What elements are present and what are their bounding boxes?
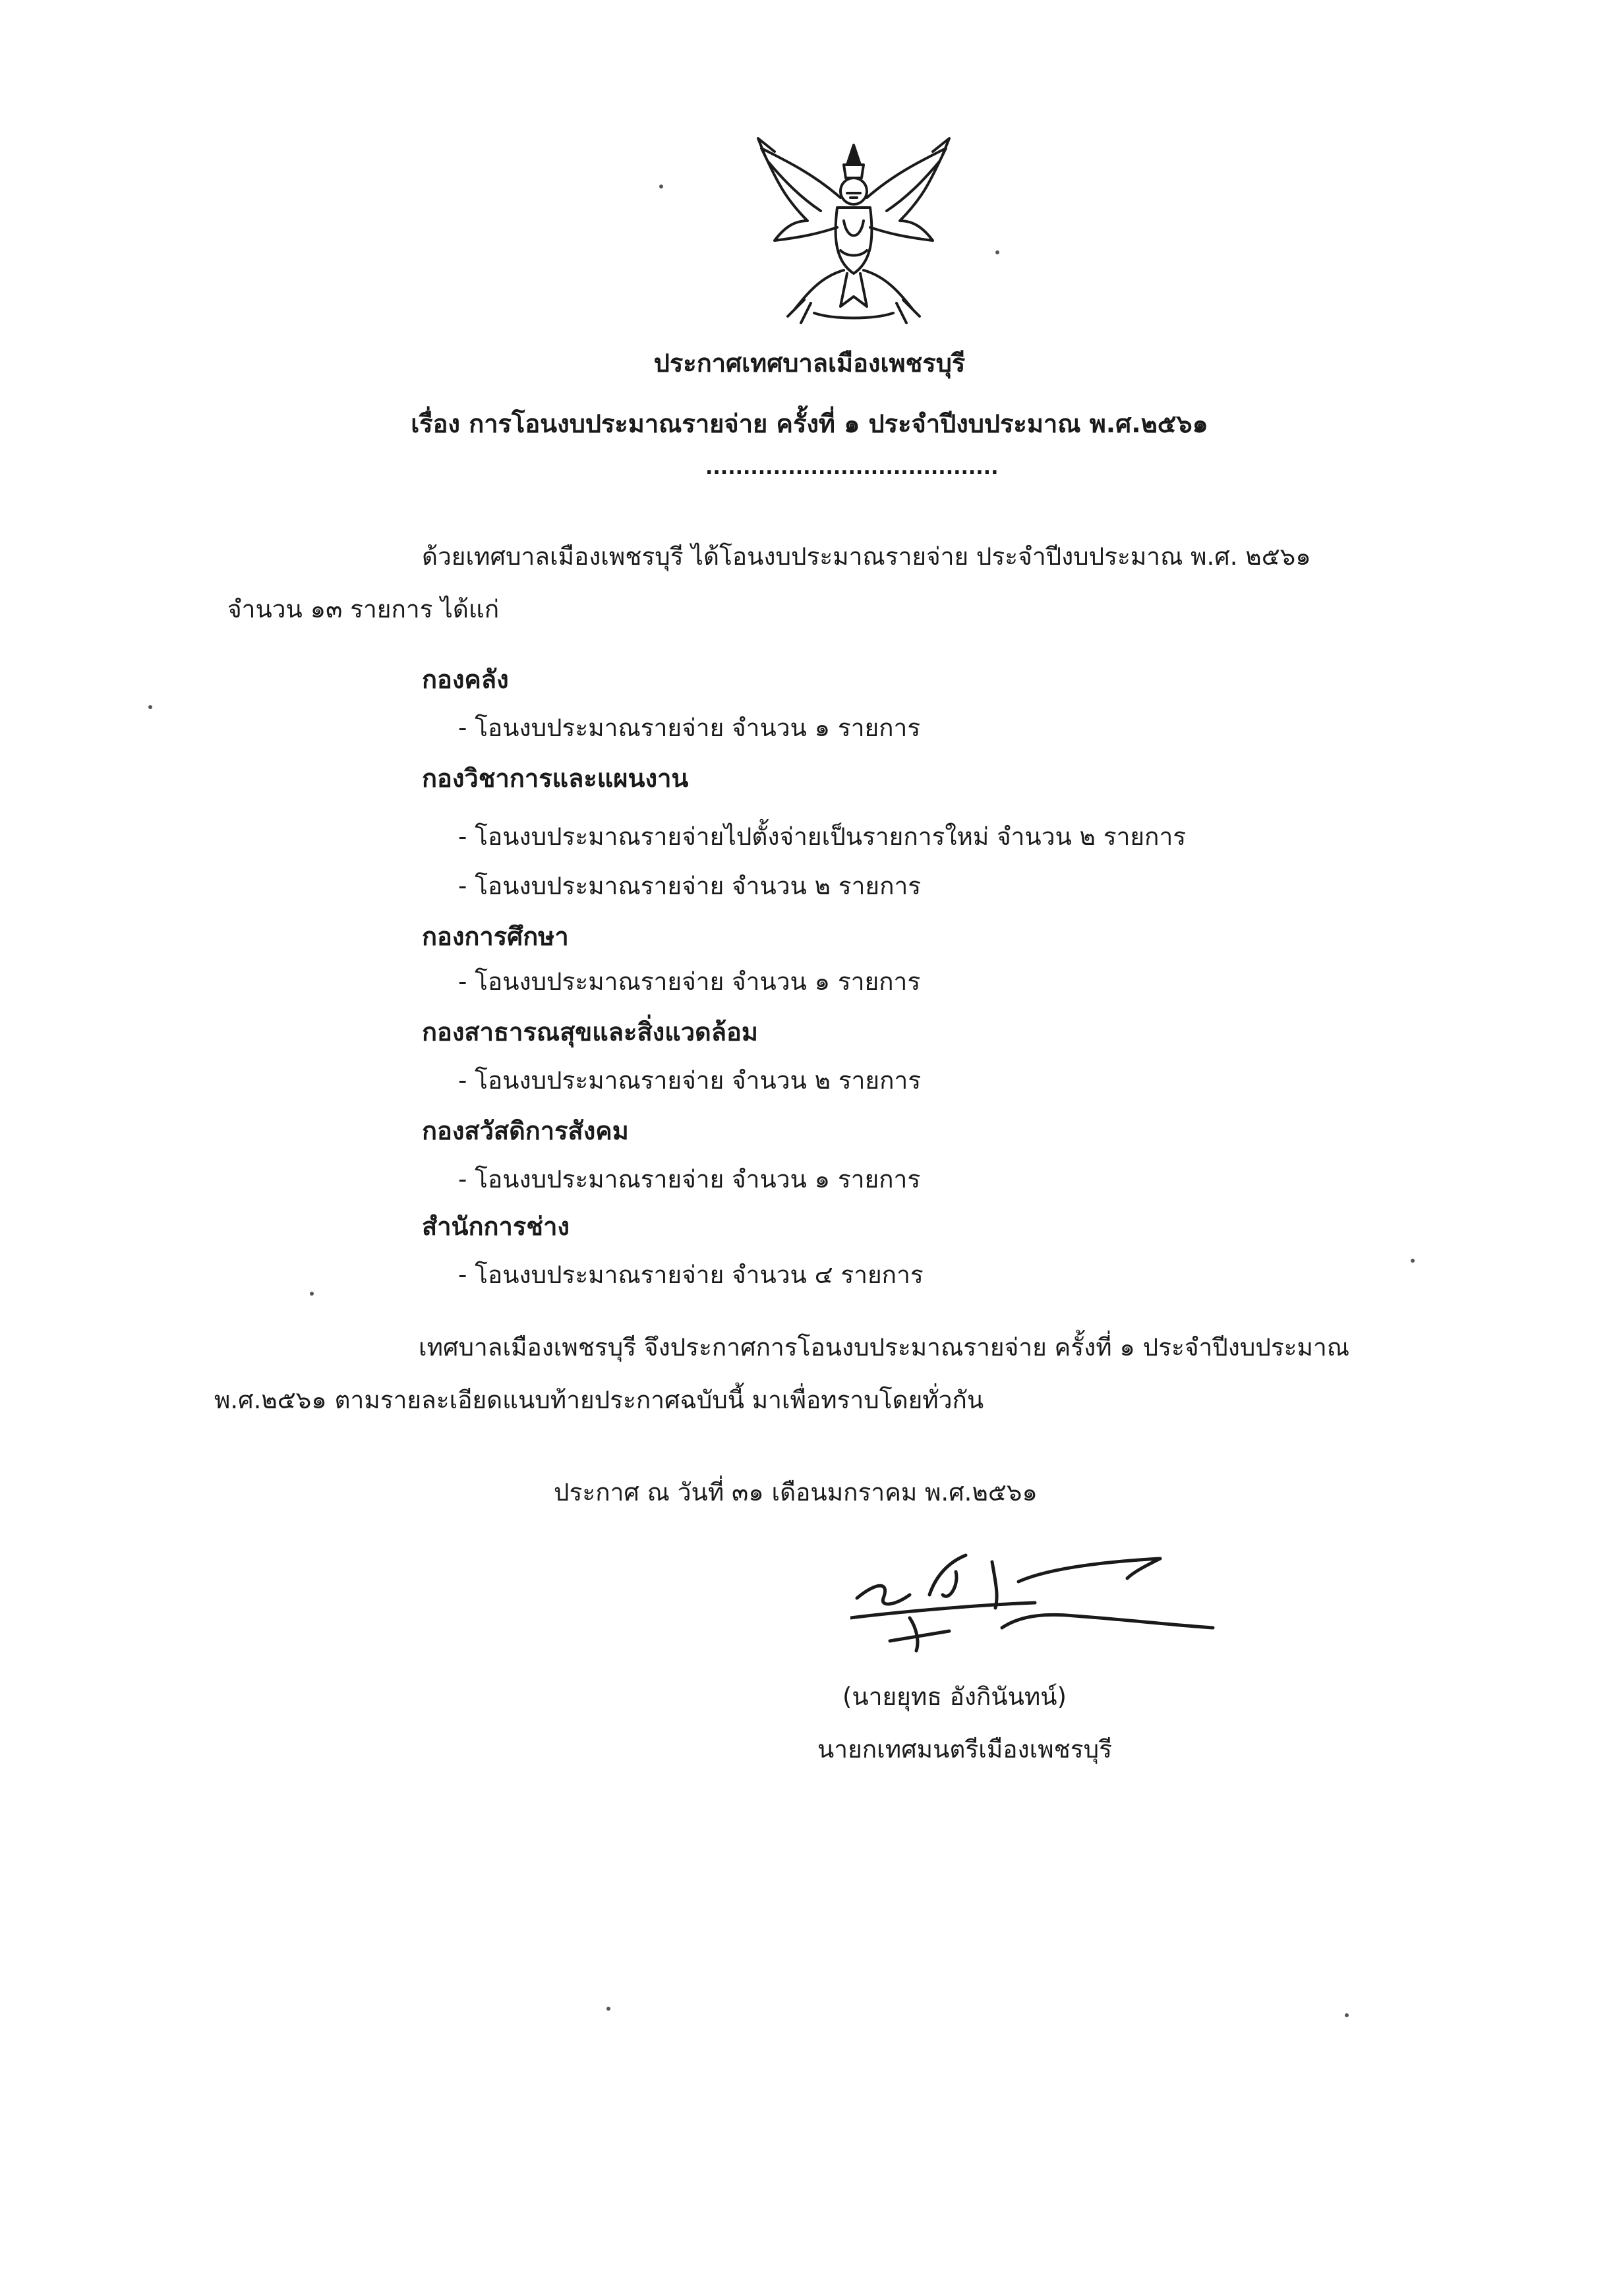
intro-line-1: ด้วยเทศบาลเมืองเพชรบุรี ได้โอนงบประมาณรายจ่าย ประจำปีงบประมาณ พ.ศ. ๒๕๖๑ <box>422 542 1311 571</box>
announcement-title: ประกาศเทศบาลเมืองเพชรบุรี <box>653 349 966 378</box>
department-item: - โอนงบประมาณรายจ่าย จำนวน ๒ รายการ <box>458 1066 922 1095</box>
department-engineering: สำนักการช่าง <box>422 1212 570 1241</box>
issued-date: ประกาศ ณ วันที่ ๓๑ เดือนมกราคม พ.ศ.๒๕๖๑ <box>554 1478 1038 1507</box>
department-public-health: กองสาธารณสุขและสิ่งแวดล้อม <box>422 1018 758 1047</box>
signer-name: (นายยุทธ อังกินันทน์) <box>842 1682 1067 1711</box>
signer-title: นายกเทศมนตรีเมืองเพชรบุรี <box>817 1735 1112 1764</box>
department-item: - โอนงบประมาณรายจ่าย จำนวน ๑ รายการ <box>458 1165 921 1193</box>
separator-dots: ....................................... <box>705 456 999 479</box>
department-education: กองการศึกษา <box>422 922 569 951</box>
department-item: - โอนงบประมาณรายจ่าย จำนวน ๒ รายการ <box>458 872 922 900</box>
department-social-welfare: กองสวัสดิการสังคม <box>422 1116 629 1145</box>
intro-line-2: จำนวน ๑๓ รายการ ได้แก่ <box>227 595 500 623</box>
handwritten-signature <box>850 1542 1220 1654</box>
scan-speck <box>1411 1259 1415 1263</box>
announcement-subject: เรื่อง การโอนงบประมาณรายจ่าย ครั้งที่ ๑ ประจำปีงบประมาณ พ.ศ.๒๕๖๑ <box>411 409 1208 438</box>
scan-speck <box>148 705 152 709</box>
garuda-emblem-icon <box>748 135 959 333</box>
department-item: - โอนงบประมาณรายจ่าย จำนวน ๑ รายการ <box>458 714 921 742</box>
department-item: - โอนงบประมาณรายจ่าย จำนวน ๔ รายการ <box>458 1261 924 1289</box>
conclusion-line-1: เทศบาลเมืองเพชรบุรี จึงประกาศการโอนงบประมาณรายจ่าย ครั้งที่ ๑ ประจำปีงบประมาณ <box>419 1333 1350 1362</box>
department-item: - โอนงบประมาณรายจ่ายไปตั้งจ่ายเป็นรายการใหม่ จำนวน ๒ รายการ <box>458 822 1187 851</box>
scan-speck <box>1345 2013 1349 2017</box>
scan-speck <box>310 1292 314 1296</box>
scan-speck <box>606 2007 610 2011</box>
scan-speck <box>995 250 999 254</box>
scan-speck <box>659 185 663 188</box>
department-item: - โอนงบประมาณรายจ่าย จำนวน ๑ รายการ <box>458 967 921 996</box>
department-planning: กองวิชาการและแผนงาน <box>422 764 689 793</box>
conclusion-line-2: พ.ศ.๒๕๖๑ ตามรายละเอียดแนบท้ายประกาศฉบับนี้ มาเพื่อทราบโดยทั่วกัน <box>214 1386 984 1414</box>
department-finance: กองคลัง <box>422 665 509 694</box>
